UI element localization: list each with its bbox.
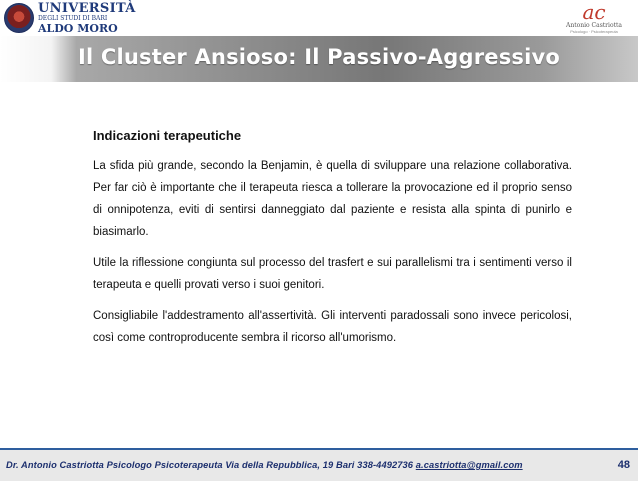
university-seal-icon — [4, 3, 34, 33]
university-logo-line3: ALDO MORO — [38, 22, 118, 35]
footer-contact — [6, 460, 523, 470]
brand-logo — [556, 2, 632, 34]
brand-logo-mark: ac — [582, 0, 606, 24]
slide-subtitle: Indicazioni terapeutiche — [93, 128, 242, 143]
brand-logo-name: Antonio Castriotta — [566, 22, 622, 29]
paragraph: Consigliabile l'addestramento all'assertività. Gli interventi paradossali sono invece pericolosi, così come controproducente sembra il ricorso all'umorismo. — [93, 310, 572, 344]
university-logo-text — [38, 2, 136, 34]
slide-title: Il Cluster Ansioso: Il Passivo-Aggressivo — [77, 45, 561, 69]
university-logo — [4, 1, 136, 35]
paragraph: La sfida più grande, secondo la Benjamin, è quella di sviluppare una relazione collaborativa. Per far ciò è importante che il terapeuta riesca a tollerare la provocazione ed il proprio senso di onnipotenza, eviti di sentirsi danneggiato dal paziente e resista alla spinta di punirlo e biasimarlo. — [93, 160, 572, 238]
footer-email-link[interactable]: a.castriotta@gmail.com — [415, 460, 523, 470]
brand-logo-tagline: Psicologo · Psicoterapeuta — [570, 29, 618, 34]
slide-content — [93, 128, 572, 358]
paragraph: Utile la riflessione congiunta sul processo del trasfert e sui parallelismi tra i sentimenti verso il terapeuta e quelli provati verso i suoi genitori. — [93, 257, 572, 291]
university-logo-line2: DEGLI STUDI DI BARI — [38, 15, 108, 22]
footer — [0, 448, 638, 481]
page-number: 48 — [617, 459, 630, 471]
footer-contact-text: Dr. Antonio Castriotta Psicologo Psicoterapeuta Via della Repubblica, 19 Bari 338-4492736 — [6, 460, 416, 470]
title-banner — [0, 36, 638, 82]
header — [0, 0, 638, 36]
university-logo-line1: UNIVERSITÀ — [38, 1, 136, 16]
